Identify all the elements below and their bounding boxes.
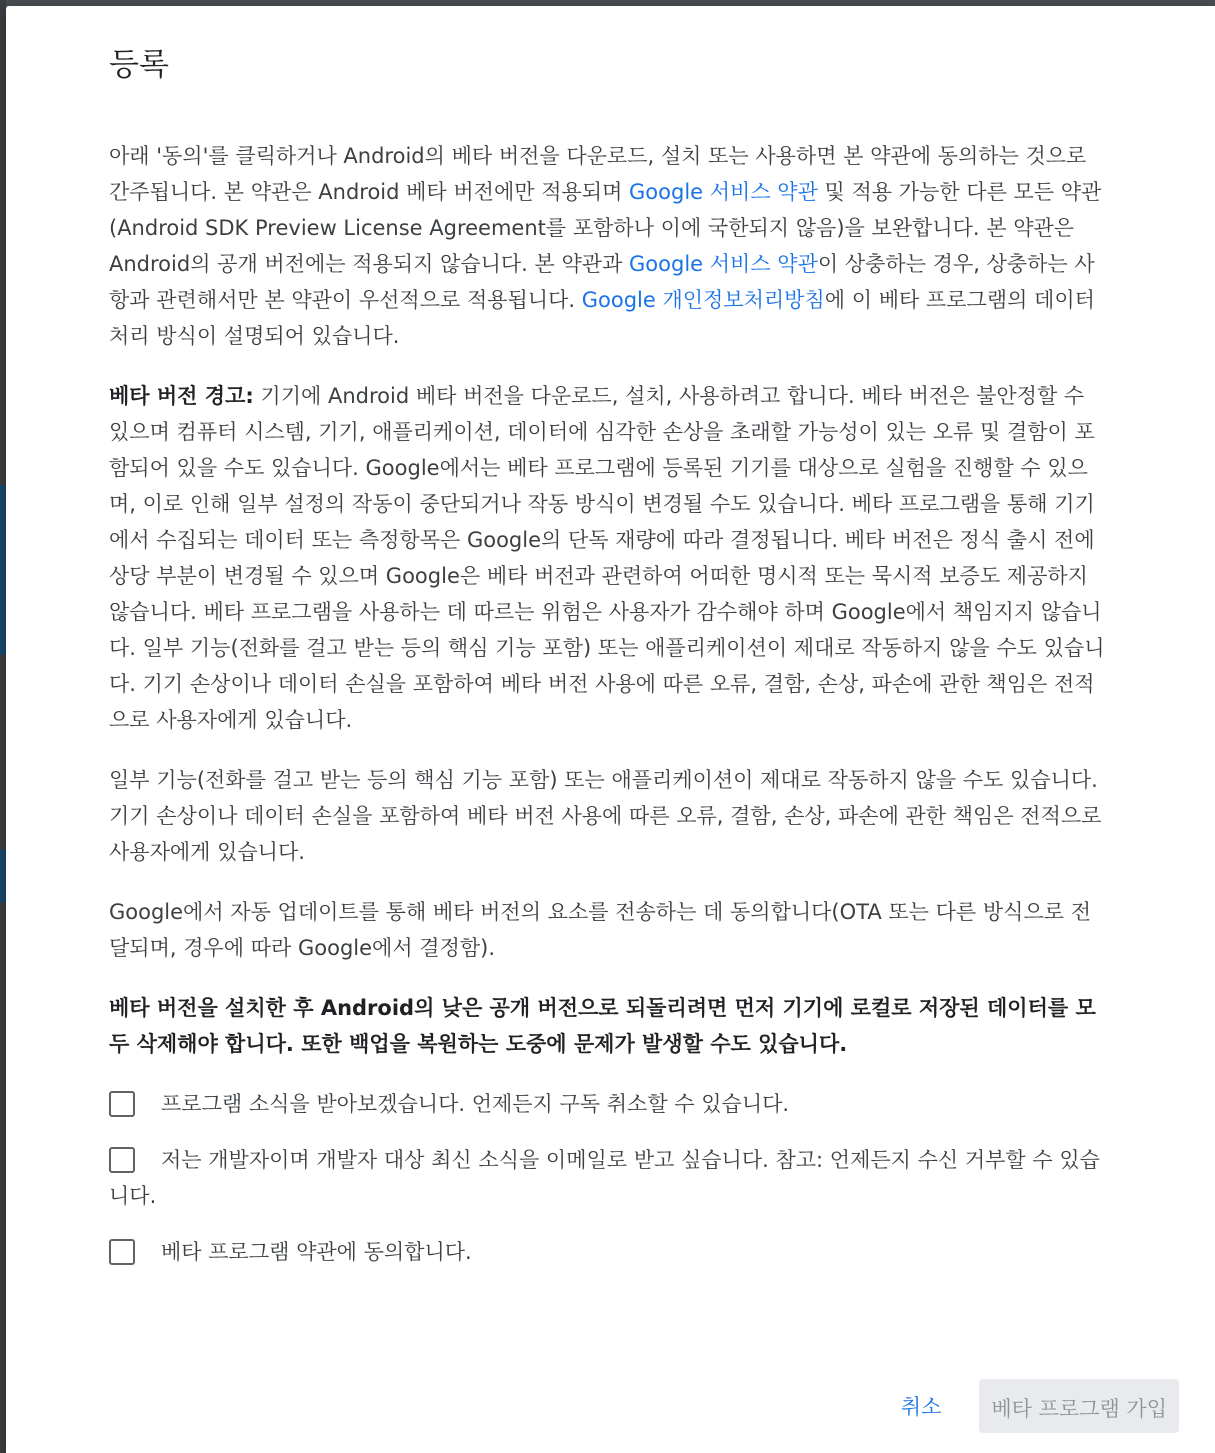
enroll-dialog [6, 6, 1215, 1453]
agree-terms-checkbox[interactable] [109, 1239, 135, 1265]
join-beta-button[interactable]: 베타 프로그램 가입 [979, 1379, 1179, 1433]
dialog-actions [883, 1379, 1179, 1433]
dialog-title: 등록 [109, 47, 169, 83]
google-terms-link[interactable]: Google 서비스 약관 [629, 180, 818, 204]
warning-paragraph [109, 378, 1109, 738]
checkbox-row-newsletter[interactable] [109, 1086, 1109, 1122]
privacy-policy-link[interactable]: Google 개인정보처리방침 [581, 288, 825, 312]
intro-text-2: 및 적용 가능한 다른 모든 약관(Android SDK Preview License Agreement를 포함하나 이에 국한되지 않음)을 보완합니다. 본 약관은 Android의 공개 버전에는 적용되지 않습니다. 본 약관과 [109, 180, 1102, 276]
newsletter-checkbox[interactable] [109, 1091, 135, 1117]
warning-label: 베타 버전 경고: [109, 384, 254, 408]
cancel-button[interactable]: 취소 [883, 1379, 960, 1433]
ota-paragraph: Google에서 자동 업데이트를 통해 베타 버전의 요소를 전송하는 데 동의합니다(OTA 또는 다른 방식으로 전달되며, 경우에 따라 Google에서 결정함). [109, 900, 1091, 960]
agree-terms-label: 베타 프로그램 약관에 동의합니다. [161, 1240, 472, 1264]
feature-paragraph: 일부 기능(전화를 걸고 받는 등의 핵심 기능 포함) 또는 애플리케이션이 제대로 작동하지 않을 수도 있습니다. 기기 손상이나 데이터 손실을 포함하여 베타 버전 사용에 따른 오류, 결함, 손상, 파손에 관한 책임은 전적으로 사용자에게 있습니다. [109, 768, 1102, 864]
downgrade-warning: 베타 버전을 설치한 후 Android의 낮은 공개 버전으로 되돌리려면 먼저 기기에 로컬로 저장된 데이터를 모두 삭제해야 합니다. 또한 백업을 복원하는 도중에 문제가 발생할 수도 있습니다. [109, 996, 1096, 1056]
intro-text-3: 이 상충하는 경우, 상충하는 사항과 관련해서만 본 약관이 우선적으로 적용됩니다. [109, 252, 1095, 312]
developer-email-label: 저는 개발자이며 개발자 대상 최신 소식을 이메일로 받고 싶습니다. 참고: 언제든지 수신 거부할 수 있습니다. [109, 1148, 1100, 1208]
checkbox-row-developer[interactable] [109, 1142, 1109, 1214]
checkbox-row-agree[interactable] [109, 1234, 1109, 1270]
dialog-content [109, 138, 1109, 1290]
newsletter-label: 프로그램 소식을 받아보겠습니다. 언제든지 구독 취소할 수 있습니다. [161, 1092, 790, 1116]
google-terms-link-2[interactable]: Google 서비스 약관 [629, 252, 818, 276]
intro-text-4: 에 이 베타 프로그램의 데이터 처리 방식이 설명되어 있습니다. [109, 288, 1095, 348]
warning-text: 기기에 Android 베타 버전을 다운로드, 설치, 사용하려고 합니다. 베타 버전은 불안정할 수 있으며 컴퓨터 시스템, 기기, 애플리케이션, 데이터에 심각한 손상을 초래할 가능성이 있는 오류 및 결함이 포함되어 있을 수도 있습니다. Google에서는 베타 프로그램에 등록된 기기를 대상으로 실험을 진행할 수 있으며, 이로 인해 일부 설정의 작동이 중단되거나 작동 방식이 변경될 수도 있습니다. 베타 프로그램을 통해 기기에서 수집되는 데이터 또는 측정항목은 Google의 단독 재량에 따라 결정됩니다. 베타 버전은 정식 출시 전에 상당 부분이 변경될 수 있으며 Google은 베타 버전과 관련하여 어떠한 명시적 또는 묵시적 보증도 제공하지 않습니다. 베타 프로그램을 사용하는 데 따르는 위험은 사용자가 감수해야 하며 Google에서 책임지지 않습니다. 일부 기능(전화를 걸고 받는 등의 핵심 기능 포함) 또는 애플리케이션이 제대로 작동하지 않을 수도 있습니다. 기기 손상이나 데이터 손실을 포함하여 베타 버전 사용에 따른 오류, 결함, 손상, 파손에 관한 책임은 전적으로 사용자에게 있습니다. [109, 384, 1105, 732]
intro-paragraph [109, 138, 1109, 354]
developer-email-checkbox[interactable] [109, 1147, 135, 1173]
intro-text-1: 아래 '동의'를 클릭하거나 Android의 베타 버전을 다운로드, 설치 또는 사용하면 본 약관에 동의하는 것으로 간주됩니다. 본 약관은 Android 베타 버전에만 적용되며 [109, 144, 1087, 204]
